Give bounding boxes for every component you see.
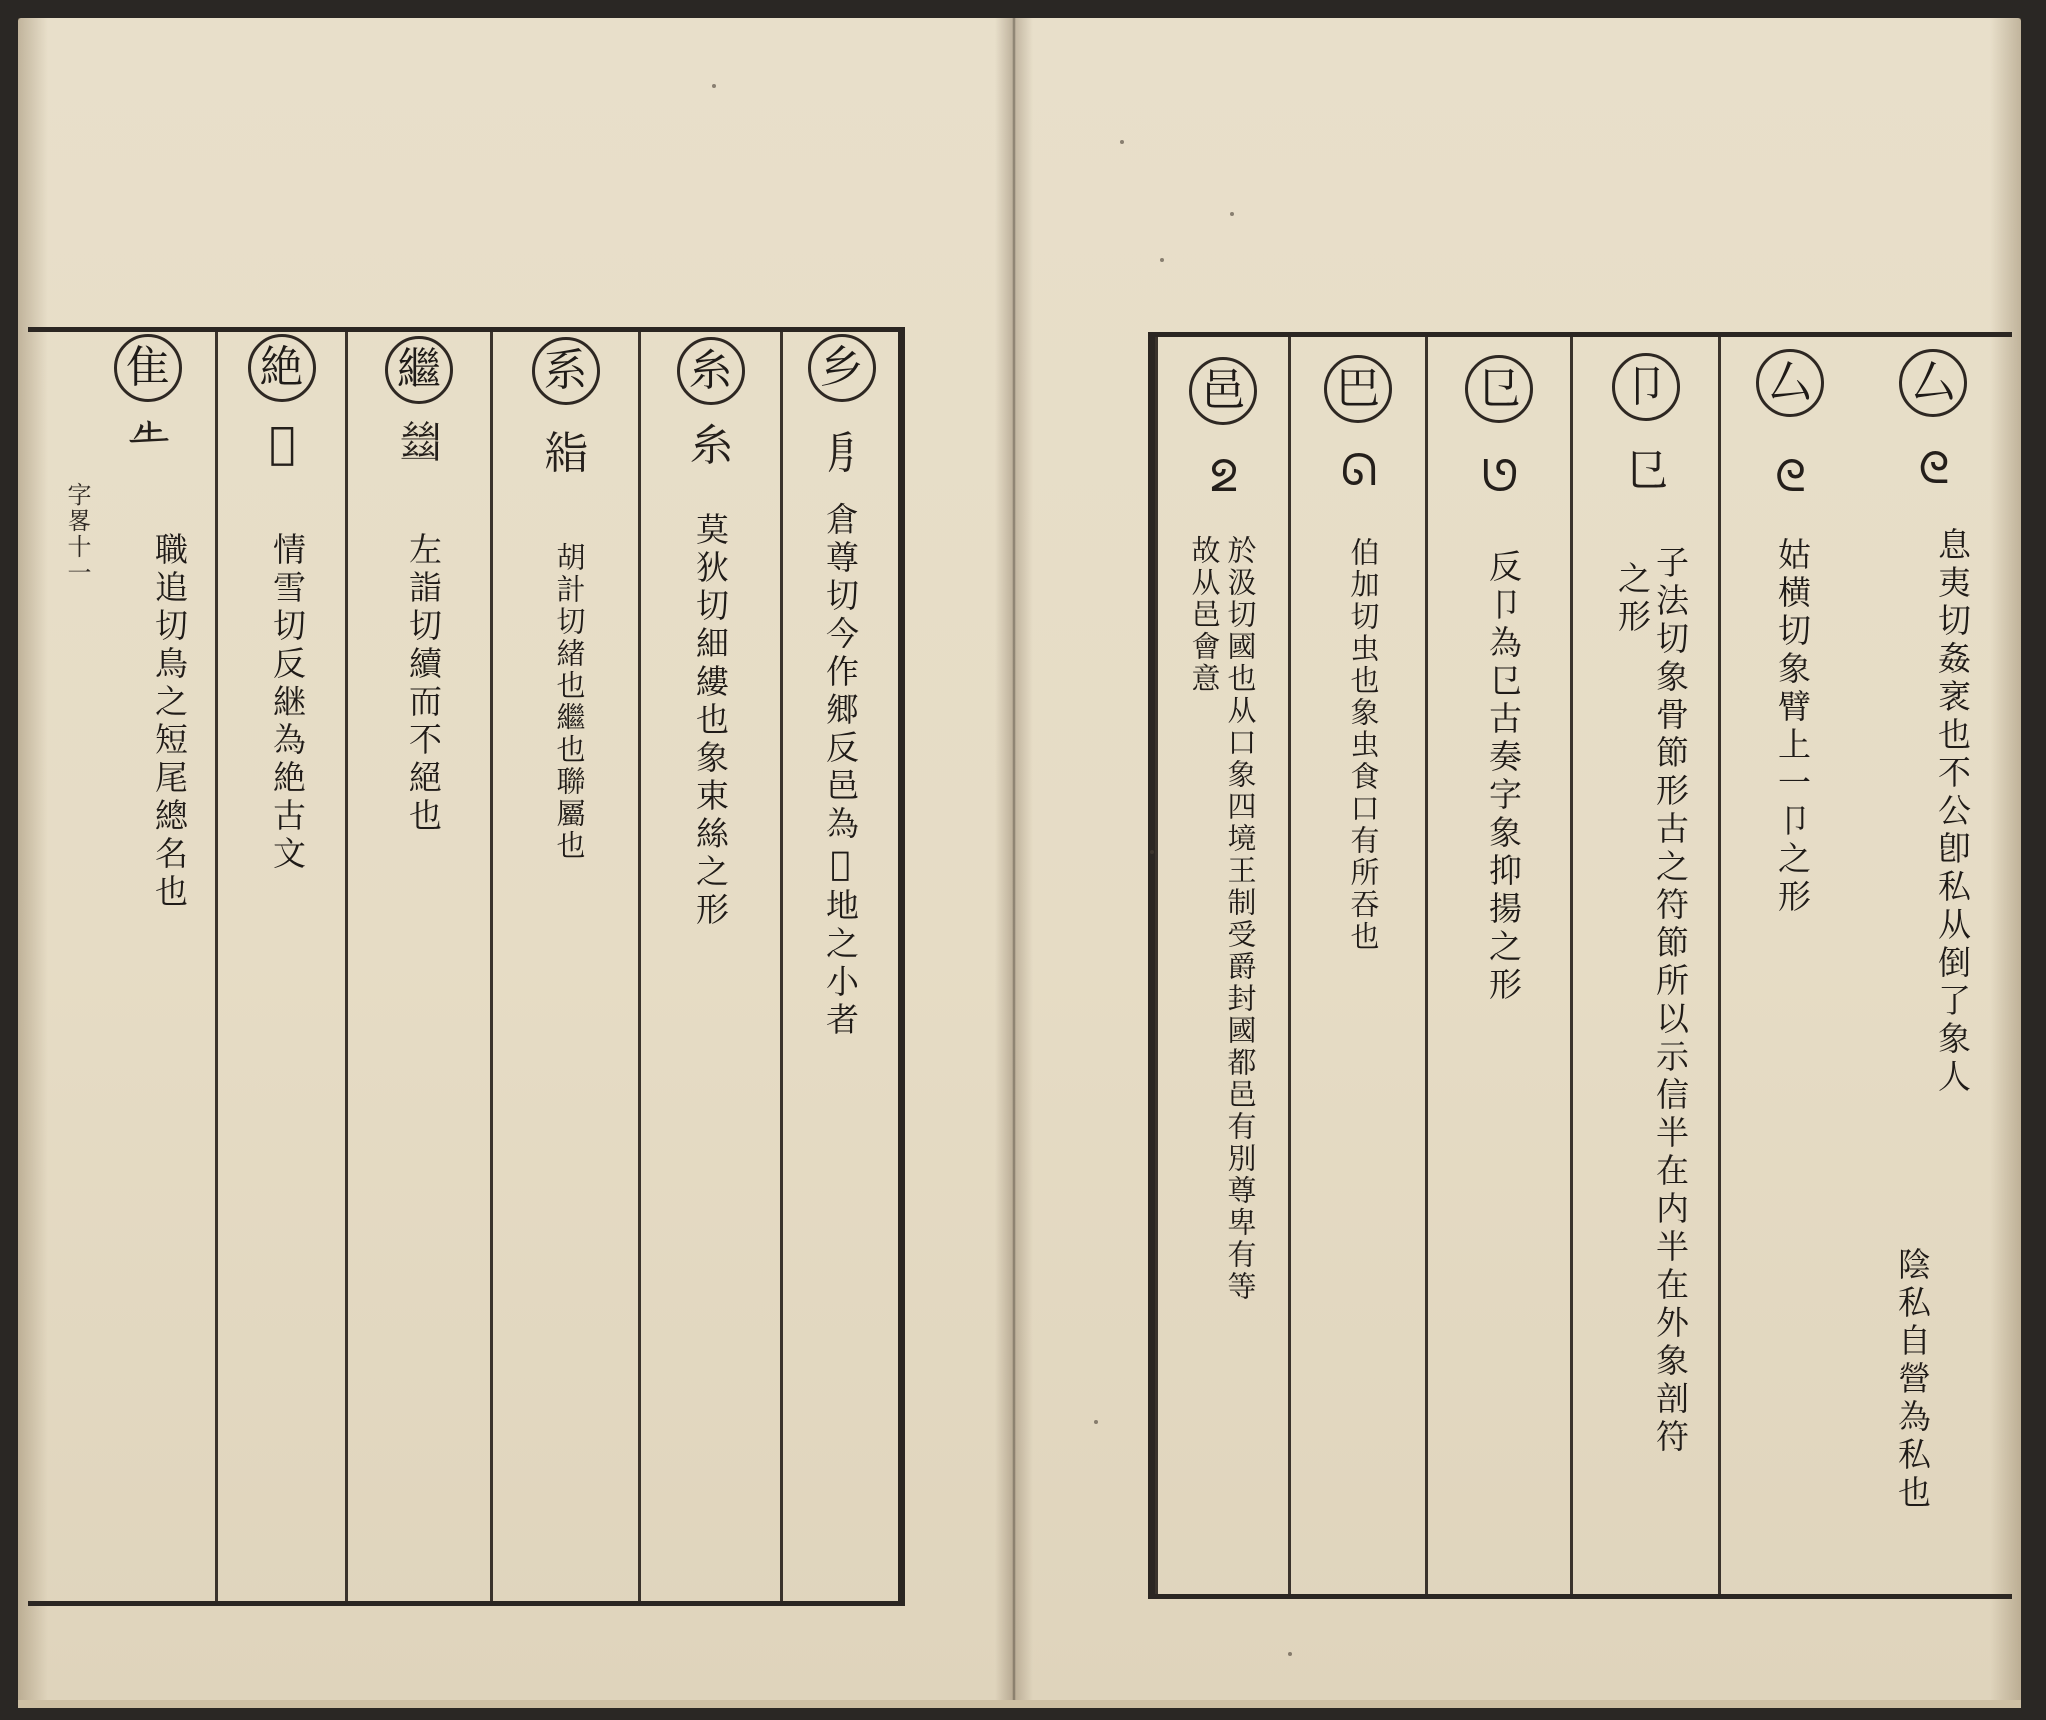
entry-head-character: 隹 — [114, 334, 182, 402]
entry-seal-script: ᘓ — [1775, 451, 1804, 502]
right-entry-2 — [1718, 337, 1858, 1594]
left-entry-3 — [490, 332, 638, 1601]
ink-speck — [1288, 1652, 1292, 1656]
entry-head-character: 卩 — [1612, 353, 1680, 421]
ink-speck — [1094, 1420, 1098, 1424]
entry-head-character: 㔾 — [1465, 355, 1533, 423]
entry-gloss: 情雪切反継為絶古文 — [267, 532, 307, 874]
entry-gloss: 息夷切姦衺也不公卽私从倒了象人 — [1932, 527, 1972, 1097]
entry-seal-script: 㔾 — [1624, 445, 1667, 496]
entry-head-character: 巴 — [1324, 355, 1392, 423]
entry-head-character: 糸 — [677, 337, 745, 405]
entry-seal-script: 𠂒 — [127, 416, 169, 467]
entry-gloss: 於汲切國也从口象四境王制受爵封國都邑有別尊卑有等 — [1223, 535, 1258, 1303]
right-entry-5 — [1288, 337, 1425, 1594]
right-entry-4 — [1425, 337, 1570, 1594]
left-entry-4 — [345, 332, 490, 1601]
entry-gloss: 子法切象骨節形古之符節所以示信半在内半在外象剖符 — [1650, 545, 1690, 1457]
entry-gloss: 倉尊切今作郷反邑為𨛜地之小者 — [820, 502, 860, 1040]
entry-seal-script: ᘓ — [1918, 443, 1948, 494]
ink-speck — [712, 84, 716, 88]
entry-gloss: 左詣切續而不絕也 — [403, 532, 443, 836]
entry-gloss: 莫狄切細縷也象束絲之形 — [690, 512, 730, 930]
ink-speck — [1160, 258, 1164, 262]
entry-gloss: 伯加切虫也象虫食口有所吞也 — [1346, 537, 1381, 953]
right-entry-1 — [1858, 337, 2008, 1594]
entry-head-character: 繼 — [385, 336, 453, 404]
entry-gloss: 胡計切緒也繼也聯屬也 — [552, 542, 587, 862]
entry-head-character: 乡 — [808, 334, 876, 402]
entry-seal-script: 㐆 — [820, 428, 863, 479]
entry-gloss-continued: 之形 — [1612, 561, 1652, 637]
folio-label: 字畧十一 — [63, 482, 91, 586]
entry-gloss: 姑横切象臂上一卩之形 — [1772, 537, 1812, 917]
entry-seal-script: 糸 — [689, 420, 732, 471]
ink-speck — [1120, 140, 1124, 144]
left-entry-2 — [638, 332, 780, 1601]
ink-speck — [1230, 212, 1234, 216]
entry-seal-script: 𥿻 — [544, 428, 587, 479]
page-stack-edge — [18, 1700, 2021, 1708]
entry-gloss: 反卩為㔾古奏字象抑揚之形 — [1483, 549, 1523, 1005]
entry-gloss-continued: 陰私自營為私也 — [1892, 1247, 1932, 1513]
right-entry-3 — [1570, 337, 1718, 1594]
entry-head-character: 厶 — [1756, 349, 1824, 417]
left-entry-6 — [30, 332, 215, 1601]
ink-speck — [1150, 850, 1154, 854]
entry-gloss-continued: 故从邑會意 — [1187, 535, 1222, 695]
entry-seal-script: ᘎ — [1481, 451, 1517, 502]
entry-seal-script: ᘏ — [1340, 445, 1376, 496]
entry-head-character: 邑 — [1189, 357, 1257, 425]
entry-head-character: 厶 — [1899, 349, 1967, 417]
book-gutter — [995, 18, 1033, 1708]
entry-seal-script: 𠁀 — [269, 418, 294, 469]
left-entry-5 — [215, 332, 345, 1601]
entry-head-character: 絶 — [248, 334, 316, 402]
entry-seal-script: 𢇍 — [398, 418, 440, 469]
entry-seal-script: ᘖ — [1209, 451, 1237, 502]
left-entry-1 — [780, 332, 900, 1601]
entry-gloss: 職追切鳥之短尾總名也 — [149, 532, 189, 912]
right-entry-6 — [1155, 337, 1288, 1594]
entry-head-character: 系 — [532, 337, 600, 405]
